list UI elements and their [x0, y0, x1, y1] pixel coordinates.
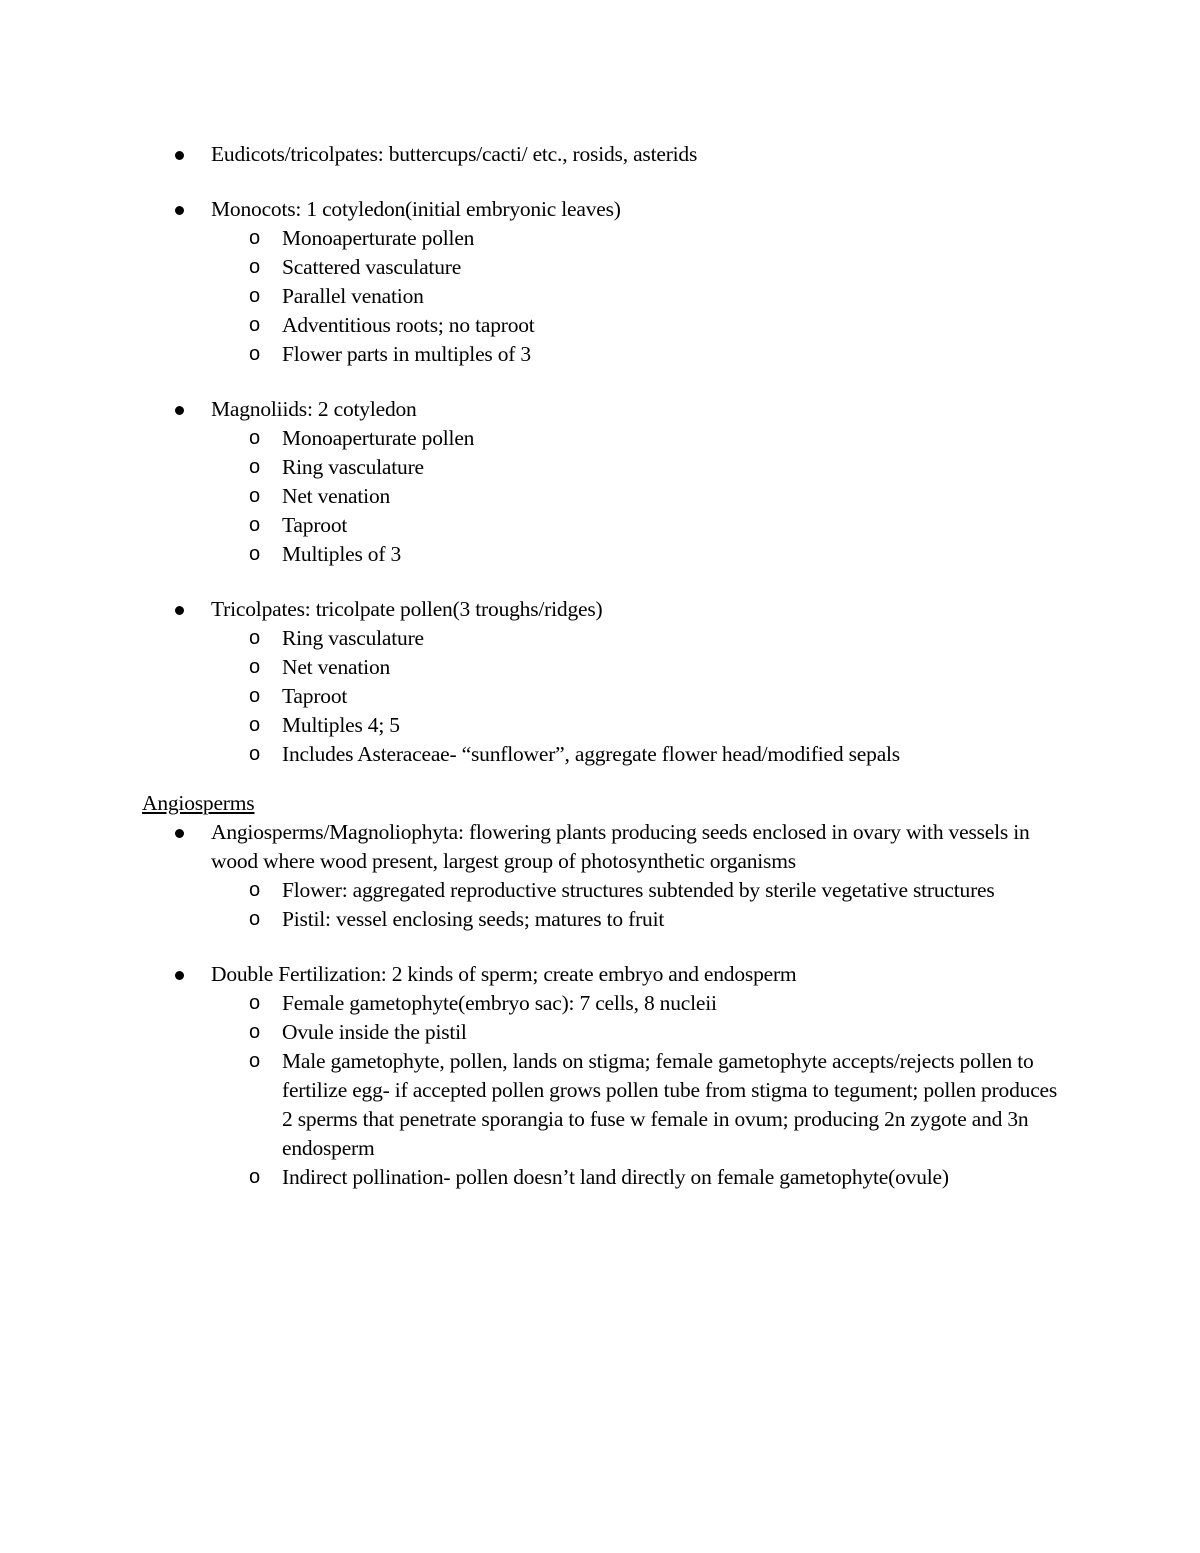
- sub-list-item: [142, 653, 1062, 682]
- circle-bullet-icon: o: [249, 456, 260, 478]
- circle-bullet-icon: o: [249, 685, 260, 707]
- sub-item-text: Multiples of 3: [282, 542, 402, 566]
- circle-bullet-icon: o: [249, 1166, 260, 1188]
- sub-item-text: Monoaperturate pollen: [282, 426, 475, 450]
- bullet-dot-icon: [175, 406, 184, 415]
- sub-item-text: Taproot: [282, 513, 348, 537]
- sub-item-text: Flower: aggregated reproductive structures subtended by sterile vegetative structures: [282, 878, 995, 902]
- sub-item-text: Multiples 4; 5: [282, 713, 400, 737]
- sub-item-text: Monoaperturate pollen: [282, 226, 475, 250]
- sub-list-item: [142, 905, 1062, 934]
- sub-item-text: Ring vasculature: [282, 626, 424, 650]
- sub-list-item: [142, 876, 1062, 905]
- sub-list-item: [142, 282, 1062, 311]
- sub-list-item: [142, 482, 1062, 511]
- circle-bullet-icon: o: [249, 427, 260, 449]
- sub-list-item: [142, 1047, 1062, 1163]
- sub-item-text: Ovule inside the pistil: [282, 1020, 467, 1044]
- sub-list-item: [142, 340, 1062, 369]
- circle-bullet-icon: o: [249, 879, 260, 901]
- bullet-text: Monocots: 1 cotyledon(initial embryonic leaves): [211, 197, 621, 221]
- circle-bullet-icon: o: [249, 227, 260, 249]
- sub-item-text: Includes Asteraceae- “sunflower”, aggregate flower head/modified sepals: [282, 742, 900, 766]
- sub-item-text: Parallel venation: [282, 284, 424, 308]
- circle-bullet-icon: o: [249, 343, 260, 365]
- circle-bullet-icon: o: [249, 514, 260, 536]
- sub-item-text: Flower parts in multiples of 3: [282, 342, 531, 366]
- sub-list-item: [142, 711, 1062, 740]
- circle-bullet-icon: o: [249, 256, 260, 278]
- section-heading: Angiosperms: [142, 791, 255, 815]
- circle-bullet-icon: o: [249, 908, 260, 930]
- list-item: [142, 960, 1062, 1192]
- sub-list-item: [142, 540, 1062, 569]
- circle-bullet-icon: o: [249, 1050, 260, 1072]
- bullet-dot-icon: [175, 829, 184, 838]
- bullet-row: [142, 595, 1062, 624]
- sub-list-item: [142, 453, 1062, 482]
- sub-item-text: Pistil: vessel enclosing seeds; matures to fruit: [282, 907, 665, 931]
- bullet-dot-icon: [175, 971, 184, 980]
- sub-list-item: [142, 624, 1062, 653]
- bullet-row: [142, 395, 1062, 424]
- circle-bullet-icon: o: [249, 1021, 260, 1043]
- list-item: [142, 595, 1062, 769]
- bullet-text: Eudicots/tricolpates: buttercups/cacti/ etc., rosids, asterids: [211, 142, 698, 166]
- bullet-row: [142, 140, 1062, 169]
- sub-item-text: Male gametophyte, pollen, lands on stigma; female gametophyte accepts/rejects pollen to fertilize egg- if accepted pollen grows pollen tube from stigma to tegument; pollen produces 2 sperms that penetrate sporangia to fuse w female in ovum; producing 2n zygote and 3n endosperm: [282, 1049, 1058, 1160]
- list-item: [142, 140, 1062, 169]
- list-item: [142, 195, 1062, 369]
- sub-item-text: Ring vasculature: [282, 455, 424, 479]
- bullet-row: [142, 818, 1062, 876]
- notes-body: [142, 140, 1062, 1218]
- sub-item-text: Taproot: [282, 684, 348, 708]
- sub-list-item: [142, 511, 1062, 540]
- bullet-dot-icon: [175, 606, 184, 615]
- sub-list-item: [142, 224, 1062, 253]
- bullet-row: [142, 195, 1062, 224]
- sub-list-item: [142, 740, 1062, 769]
- circle-bullet-icon: o: [249, 743, 260, 765]
- circle-bullet-icon: o: [249, 543, 260, 565]
- sub-list-item: [142, 1163, 1062, 1192]
- sub-list-item: [142, 1018, 1062, 1047]
- bullet-text: Magnoliids: 2 cotyledon: [211, 397, 417, 421]
- list-item: [142, 818, 1062, 934]
- sub-list-item: [142, 311, 1062, 340]
- sub-list-item: [142, 989, 1062, 1018]
- circle-bullet-icon: o: [249, 714, 260, 736]
- sub-list-item: [142, 424, 1062, 453]
- bullet-row: [142, 960, 1062, 989]
- bullet-text: Tricolpates: tricolpate pollen(3 troughs/ridges): [211, 597, 603, 621]
- circle-bullet-icon: o: [249, 485, 260, 507]
- sub-item-text: Scattered vasculature: [282, 255, 462, 279]
- bullet-dot-icon: [175, 206, 184, 215]
- sub-item-text: Indirect pollination- pollen doesn’t land directly on female gametophyte(ovule): [282, 1165, 949, 1189]
- bullet-dot-icon: [175, 151, 184, 160]
- sub-item-text: Net venation: [282, 655, 391, 679]
- circle-bullet-icon: o: [249, 627, 260, 649]
- sub-item-text: Adventitious roots; no taproot: [282, 313, 535, 337]
- list-item: [142, 395, 1062, 569]
- circle-bullet-icon: o: [249, 656, 260, 678]
- bullet-text: Double Fertilization: 2 kinds of sperm; create embryo and endosperm: [211, 962, 797, 986]
- circle-bullet-icon: o: [249, 314, 260, 336]
- sub-list-item: [142, 253, 1062, 282]
- bullet-text: Angiosperms/Magnoliophyta: flowering plants producing seeds enclosed in ovary with vessels in wood where wood present, largest group of photosynthetic organisms: [211, 820, 1030, 873]
- circle-bullet-icon: o: [249, 992, 260, 1014]
- sub-item-text: Female gametophyte(embryo sac): 7 cells, 8 nucleii: [282, 991, 717, 1015]
- sub-list-item: [142, 682, 1062, 711]
- circle-bullet-icon: o: [249, 285, 260, 307]
- sub-item-text: Net venation: [282, 484, 391, 508]
